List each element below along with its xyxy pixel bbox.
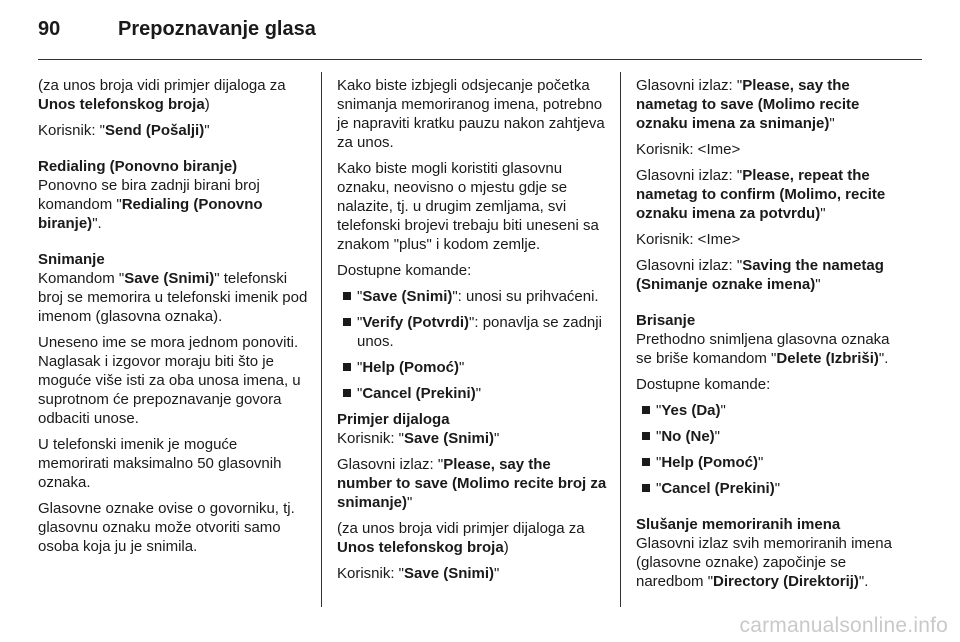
paragraph-country-code: Kako biste mogli koristiti glasovnu oznaku, neovisno o mjestu gdje se nalazite, tj. u drugim zemljama, svi telefonski brojevi trebaju biti uneseni sa znakom "plus" i kodom zemlje. [337,160,599,253]
column-1 [38,76,310,563]
paragraph-delete: Prethodno snimljena glasovna oznaka se briše komandom "Delete (Izbriši)". [636,331,890,367]
watermark: carmanualsonline.info [739,614,948,637]
list-item: "Cancel (Prekini)" [636,479,908,498]
paragraph-user-send: Korisnik: "Send (Pošalji)" [38,122,210,139]
paragraph-number-entry: (za unos broja vidi primjer dijaloga za Unos telefonskog broja) [38,77,286,113]
heading-listen: Slušanje memoriranih imena [636,516,841,533]
paragraph-phonebook-limit: U telefonski imenik je moguće memorirati maksimalno 50 glasovnih oznaka. [38,436,282,491]
command-list-2 [636,401,908,498]
dialog-user-save-2: Korisnik: "Save (Snimi)" [337,565,500,582]
list-item: "Yes (Da)" [636,401,908,420]
paragraph-redialing: Ponovno se bira zadnji birani broj komandom "Redialing (Ponovno biranje)". [38,177,263,232]
dialog-voice-output-nametag: Glasovni izlaz: "Please, say the nametag to save (Molimo recite oznaku imena za snimanje)" [636,77,860,132]
list-item: "No (Ne)" [636,427,908,446]
list-item: "Save (Snimi)": unosi su prihvaćeni. [337,287,609,306]
command-list [337,287,609,403]
page-title: Prepoznavanje glasa [118,18,316,40]
paragraph-listen: Glasovni izlaz svih memoriranih imena (glasovne oznake) započinje se naredbom "Directory (Direktorij)". [636,535,892,590]
heading-delete: Brisanje [636,312,696,329]
dialog-voice-output-saving: Glasovni izlaz: "Saving the nametag (Snimanje oznake imena)" [636,257,884,293]
dialog-number-entry-note: (za unos broja vidi primjer dijaloga za Unos telefonskog broja) [337,520,585,556]
paragraph-repeat-name: Uneseno ime se mora jednom ponoviti. Naglasak i izgovor moraju biti što je moguće više isti za oba unosa imena, u suprotnom će prepoznavanje govora odbaciti unose. [38,334,301,427]
column-divider-2 [620,72,621,607]
list-item: "Help (Pomoć)" [337,358,609,377]
heading-saving: Snimanje [38,251,105,268]
dialog-user-name-2: Korisnik: <Ime> [636,231,741,248]
page-number: 90 [38,18,61,40]
heading-redialing: Redialing (Ponovno biranje) [38,158,238,175]
list-item: "Cancel (Prekini)" [337,384,609,403]
dialog-user-name-1: Korisnik: <Ime> [636,141,741,158]
paragraph-speaker-dependent: Glasovne oznake ovise o govorniku, tj. glasovnu oznaku može otvoriti samo osoba koja ju je snimila. [38,500,295,555]
paragraph-available-commands-2: Dostupne komande: [636,376,771,393]
paragraph-available-commands: Dostupne komande: [337,262,472,279]
paragraph-pause: Kako biste izbjegli odsjecanje početka snimanja memoriranog imena, potrebno je napraviti kratku pauzu nakon zahtjeva za unos. [337,77,605,151]
dialog-voice-output-number: Glasovni izlaz: "Please, say the number to save (Molimo recite broj za snimanje)" [337,456,607,511]
list-item: "Help (Pomoć)" [636,453,908,472]
column-divider-1 [321,72,322,607]
header-rule [38,59,922,60]
paragraph-saving: Komandom "Save (Snimi)" telefonski broj se memorira u telefonski imenik pod imenom (glasovna oznaka). [38,270,308,325]
column-2 [337,76,609,590]
list-item: "Verify (Potvrdi)": ponavlja se zadnji unos. [337,313,609,351]
page-header [38,18,922,48]
column-3 [636,76,908,598]
dialog-user-save: Korisnik: "Save (Snimi)" [337,430,500,447]
heading-dialog-example: Primjer dijaloga [337,411,450,428]
dialog-voice-output-repeat: Glasovni izlaz: "Please, repeat the nametag to confirm (Molimo, recite oznaku imena za potvrdu)" [636,167,886,222]
